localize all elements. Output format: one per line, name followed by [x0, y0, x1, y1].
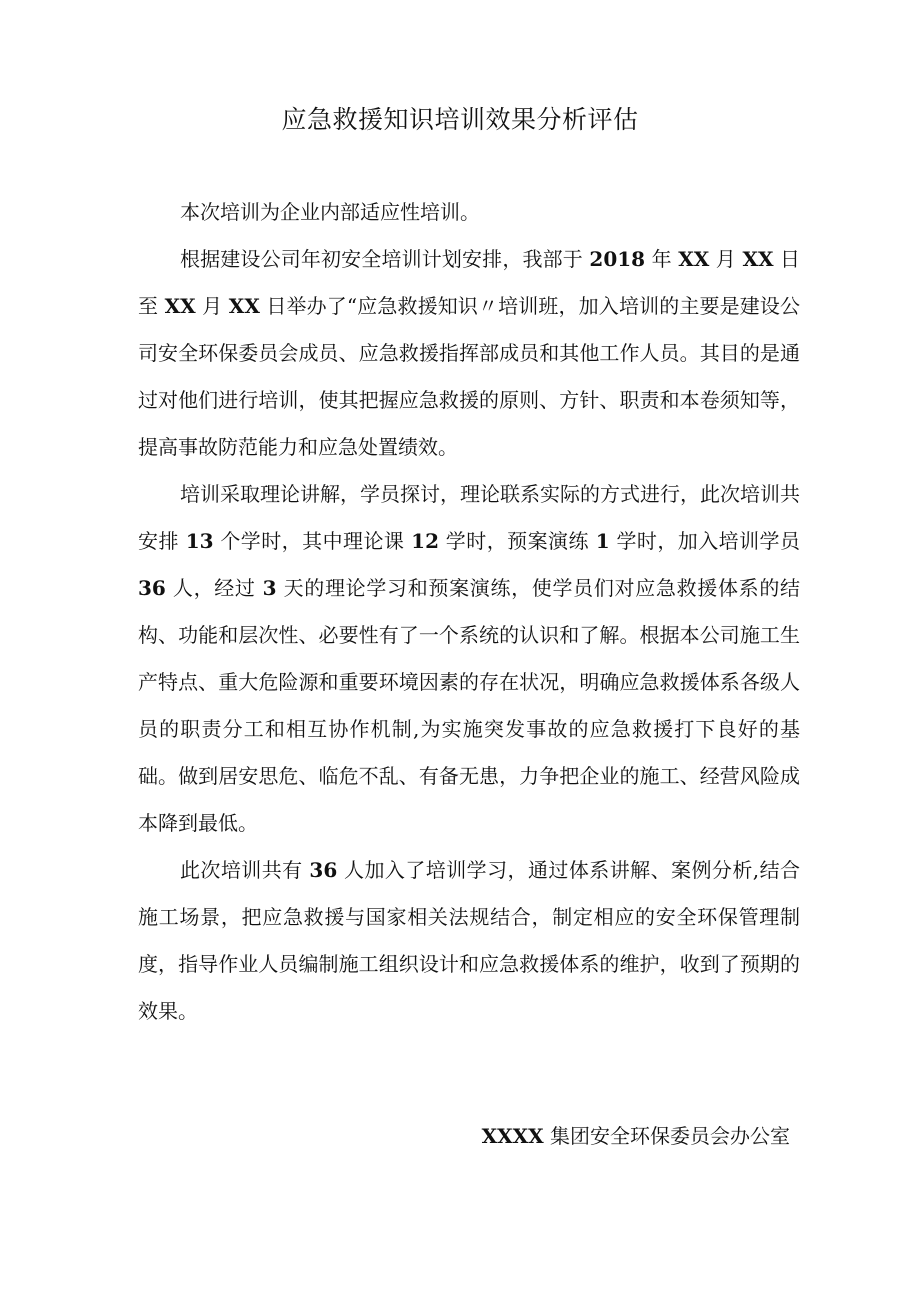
- bold-value: 13: [185, 529, 214, 553]
- text-segment: 此次培训共有: [180, 858, 310, 882]
- text-segment: 日举办了“应急救援知识〃培训班，加入培训的主要是建设公司安全环保委员会成员、应急救援指挥部成员和其他工作人员。其目的是通过对他们进行培训，使其把握应急救援的原则、方针、职责和本卷须知等，提高事故防范能力和应急处置绩效。: [138, 294, 800, 459]
- text-segment: 学时，加入培训学员: [609, 529, 801, 553]
- signature-org-code: XXXX: [481, 1124, 544, 1148]
- text-segment: 学时，预案演练: [439, 529, 596, 553]
- text-segment: 培训采取理论讲解，学员探讨，理论联系实际的方式进行，此次培训共安排: [138, 482, 800, 553]
- bold-value: 36: [138, 576, 166, 600]
- text-segment: 月: [195, 294, 229, 318]
- bold-value: 2018: [589, 247, 646, 271]
- signature-org-name: 集团安全环保委员会办公室: [543, 1124, 790, 1148]
- paragraph-background: [138, 236, 800, 471]
- bold-value: XX: [228, 294, 260, 318]
- bold-value: XX: [678, 247, 710, 271]
- text-segment: 根据建设公司年初安全培训计划安排，我部于: [180, 247, 590, 271]
- bold-value: 12: [411, 529, 439, 553]
- text-segment: 年: [645, 247, 679, 271]
- text-segment: 人加入了培训学习，通过体系讲解、案例分析,结合施工场景，把应急救援与国家相关法规结合，制定相应的安全环保管理制度，指导作业人员编制施工组织设计和应急救援体系的维护，收到了预期的效果。: [138, 858, 801, 1023]
- paragraph-intro: [138, 189, 800, 236]
- text-segment: 人，经过: [165, 576, 263, 600]
- bold-value: XX: [742, 247, 774, 271]
- text-segment: 日至: [138, 247, 801, 318]
- bold-value: 1: [595, 529, 610, 553]
- bold-value: 36: [309, 858, 338, 882]
- paragraph-method: [138, 471, 800, 847]
- text-segment: 天的理论学习和预案演练，使学员们对应急救援体系的结构、功能和层次性、必要性有了一个系统的认识和了解。根据本公司施工生产特点、重大危险源和重要环境因素的存在状况，明确应急救援体系各级人员的职责分工和相互协作机制,为实施突发事故的应急救援打下良好的基础。做到居安思危、临危不乱、有备无患，力争把企业的施工、经营风险成本降到最低。: [138, 576, 800, 835]
- paragraph-result: [138, 847, 800, 1035]
- bold-value: XX: [164, 294, 196, 318]
- bold-value: 3: [262, 576, 277, 600]
- text-segment: 个学时，其中理论课: [213, 529, 412, 553]
- page-title: 应急救援知识培训效果分析评估: [281, 105, 639, 134]
- signature: [482, 1113, 790, 1160]
- text-segment: 月: [709, 247, 743, 271]
- text-segment: 本次培训为企业内部适应性培训。: [180, 200, 480, 224]
